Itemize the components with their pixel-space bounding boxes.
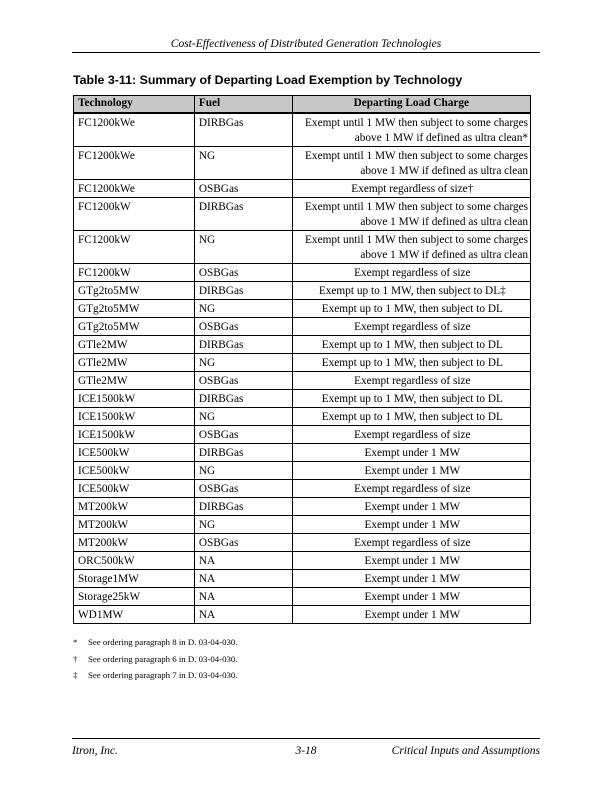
table-row: [74, 444, 531, 462]
cell-fuel: OSBGas: [194, 372, 292, 390]
table-row: [74, 498, 531, 516]
cell-technology: FC1200kW: [74, 231, 195, 264]
table-row: [74, 318, 531, 336]
cell-fuel: NG: [194, 516, 292, 534]
cell-technology: ICE500kW: [74, 444, 195, 462]
cell-technology: Storage1MW: [74, 570, 195, 588]
cell-fuel: DIRBGas: [194, 198, 292, 231]
cell-fuel: DIRBGas: [194, 444, 292, 462]
footer-rule: [72, 738, 540, 739]
cell-fuel: DIRBGas: [194, 336, 292, 354]
table-row: [74, 372, 531, 390]
cell-fuel: NG: [194, 408, 292, 426]
footnote-marker: ‡: [73, 670, 78, 680]
header-rule: [72, 52, 540, 53]
cell-technology: GTg2to5MW: [74, 282, 195, 300]
cell-departing-load-charge: Exempt until 1 MW then subject to some charges above 1 MW if defined as ultra clean: [292, 198, 530, 231]
table-row: [74, 606, 531, 624]
cell-departing-load-charge: Exempt regardless of size: [292, 264, 530, 282]
cell-fuel: NA: [194, 606, 292, 624]
cell-departing-load-charge: Exempt under 1 MW: [292, 516, 530, 534]
cell-departing-load-charge: Exempt under 1 MW: [292, 444, 530, 462]
cell-technology: GTg2to5MW: [74, 318, 195, 336]
cell-departing-load-charge: Exempt under 1 MW: [292, 462, 530, 480]
table-row: [74, 180, 531, 198]
footer-company: Itron, Inc.: [72, 745, 118, 757]
cell-fuel: NA: [194, 588, 292, 606]
cell-departing-load-charge: Exempt regardless of size: [292, 426, 530, 444]
footnote-marker: †: [73, 653, 78, 664]
cell-departing-load-charge: Exempt regardless of size: [292, 534, 530, 552]
cell-departing-load-charge: Exempt up to 1 MW, then subject to DL: [292, 390, 530, 408]
footnote: [73, 651, 238, 668]
cell-fuel: NG: [194, 462, 292, 480]
cell-technology: FC1200kWe: [74, 180, 195, 198]
departing-load-table: [73, 95, 531, 624]
cell-fuel: NA: [194, 552, 292, 570]
table-body: [74, 113, 531, 624]
cell-fuel: NG: [194, 147, 292, 180]
cell-departing-load-charge: Exempt regardless of size: [292, 372, 530, 390]
page-number: 3-18: [295, 745, 317, 757]
cell-fuel: OSBGas: [194, 318, 292, 336]
cell-technology: FC1200kWe: [74, 147, 195, 180]
cell-fuel: NG: [194, 231, 292, 264]
cell-technology: ICE1500kW: [74, 408, 195, 426]
footnotes: [73, 634, 238, 684]
cell-fuel: DIRBGas: [194, 282, 292, 300]
cell-fuel: OSBGas: [194, 264, 292, 282]
cell-departing-load-charge: Exempt under 1 MW: [292, 606, 530, 624]
table-header-row: [74, 96, 531, 114]
table-row: [74, 113, 531, 147]
footnote: [73, 634, 238, 651]
cell-technology: FC1200kWe: [74, 113, 195, 147]
column-header-fuel: Fuel: [194, 96, 292, 114]
cell-technology: GTle2MW: [74, 372, 195, 390]
table-row: [74, 264, 531, 282]
table-row: [74, 336, 531, 354]
cell-departing-load-charge: Exempt up to 1 MW, then subject to DL: [292, 408, 530, 426]
running-header: Cost-Effectiveness of Distributed Generation Technologies: [170, 38, 442, 50]
column-header-technology: Technology: [74, 96, 195, 114]
cell-departing-load-charge: Exempt under 1 MW: [292, 570, 530, 588]
cell-technology: FC1200kW: [74, 264, 195, 282]
cell-departing-load-charge: Exempt regardless of size†: [292, 180, 530, 198]
cell-fuel: DIRBGas: [194, 390, 292, 408]
cell-departing-load-charge: Exempt under 1 MW: [292, 552, 530, 570]
cell-technology: WD1MW: [74, 606, 195, 624]
cell-departing-load-charge: Exempt up to 1 MW, then subject to DL: [292, 300, 530, 318]
cell-fuel: DIRBGas: [194, 498, 292, 516]
table-row: [74, 588, 531, 606]
cell-fuel: OSBGas: [194, 426, 292, 444]
cell-technology: ICE500kW: [74, 462, 195, 480]
cell-technology: Storage25kW: [74, 588, 195, 606]
cell-technology: GTle2MW: [74, 354, 195, 372]
cell-fuel: OSBGas: [194, 480, 292, 498]
footnote: [73, 667, 238, 684]
table-row: [74, 408, 531, 426]
cell-fuel: DIRBGas: [194, 113, 292, 147]
cell-departing-load-charge: Exempt up to 1 MW, then subject to DL‡: [292, 282, 530, 300]
cell-technology: ICE500kW: [74, 480, 195, 498]
cell-fuel: OSBGas: [194, 180, 292, 198]
table-row: [74, 426, 531, 444]
cell-departing-load-charge: Exempt until 1 MW then subject to some charges above 1 MW if defined as ultra clean*: [292, 113, 530, 147]
column-header-departing-load-charge: Departing Load Charge: [292, 96, 530, 114]
cell-technology: FC1200kW: [74, 198, 195, 231]
table-row: [74, 231, 531, 264]
cell-technology: MT200kW: [74, 534, 195, 552]
cell-technology: GTg2to5MW: [74, 300, 195, 318]
table-row: [74, 282, 531, 300]
table-row: [74, 300, 531, 318]
cell-departing-load-charge: Exempt up to 1 MW, then subject to DL: [292, 354, 530, 372]
cell-fuel: NG: [194, 300, 292, 318]
table-row: [74, 462, 531, 480]
cell-technology: ORC500kW: [74, 552, 195, 570]
cell-departing-load-charge: Exempt until 1 MW then subject to some charges above 1 MW if defined as ultra clean: [292, 231, 530, 264]
footnote-text: See ordering paragraph 7 in D. 03-04-030.: [88, 670, 238, 680]
cell-departing-load-charge: Exempt regardless of size: [292, 318, 530, 336]
table-row: [74, 570, 531, 588]
table-row: [74, 354, 531, 372]
footer-section-title: Critical Inputs and Assumptions: [391, 745, 540, 757]
cell-fuel: OSBGas: [194, 534, 292, 552]
cell-fuel: NG: [194, 354, 292, 372]
footnote-marker: *: [73, 637, 78, 647]
table-row: [74, 147, 531, 180]
cell-technology: ICE1500kW: [74, 426, 195, 444]
cell-technology: MT200kW: [74, 516, 195, 534]
table-row: [74, 198, 531, 231]
footnote-text: See ordering paragraph 6 in D. 03-04-030.: [88, 653, 238, 664]
cell-technology: ICE1500kW: [74, 390, 195, 408]
table-row: [74, 516, 531, 534]
table-row: [74, 390, 531, 408]
table-row: [74, 552, 531, 570]
table-row: [74, 480, 531, 498]
cell-departing-load-charge: Exempt under 1 MW: [292, 498, 530, 516]
footnote-text: See ordering paragraph 8 in D. 03-04-030.: [88, 637, 238, 647]
cell-departing-load-charge: Exempt regardless of size: [292, 480, 530, 498]
cell-fuel: NA: [194, 570, 292, 588]
cell-departing-load-charge: Exempt until 1 MW then subject to some charges above 1 MW if defined as ultra clean: [292, 147, 530, 180]
cell-departing-load-charge: Exempt under 1 MW: [292, 588, 530, 606]
cell-technology: GTle2MW: [74, 336, 195, 354]
cell-technology: MT200kW: [74, 498, 195, 516]
table-caption: Table 3-11: Summary of Departing Load Exemption by Technology: [73, 73, 463, 87]
cell-departing-load-charge: Exempt up to 1 MW, then subject to DL: [292, 336, 530, 354]
table-row: [74, 534, 531, 552]
